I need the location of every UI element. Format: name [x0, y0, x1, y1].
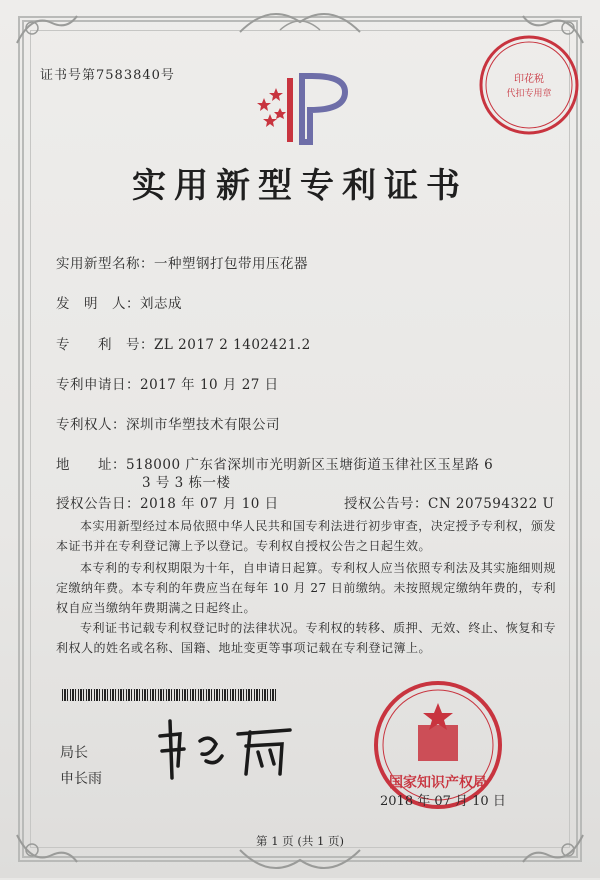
field-value: 2018 年 07 月 10 日: [140, 496, 279, 512]
field-label: 授权公告日：: [56, 496, 140, 512]
field-value: 深圳市华塑技术有限公司: [126, 417, 280, 433]
field-address: [56, 453, 493, 473]
field-label: 专利权人：: [56, 417, 126, 433]
field-label: 专 利 号：: [56, 337, 154, 353]
svg-text:印花税: 印花税: [514, 74, 544, 85]
director-title: 局长: [60, 745, 88, 761]
paragraph-grant: 本实用新型经过本局依照中华人民共和国专利法进行初步审查，决定授予专利权，颁发本证书并在专利登记簿上予以登记。专利权自授权公告之日起生效。: [56, 519, 556, 553]
field-value: 2017 年 10 月 27 日: [140, 377, 279, 393]
field-announce-date: [56, 492, 279, 512]
corner-ornament-icon: [12, 8, 82, 48]
field-label: 专利申请日：: [56, 377, 140, 393]
field-value: ZL 2017 2 1402421.2: [154, 337, 311, 353]
field-label: 地 址：: [56, 457, 126, 473]
field-value: 一种塑钢打包带用压花器: [154, 256, 308, 272]
field-value: 518000 广东省深圳市光明新区玉塘街道玉律社区玉星路 6: [126, 457, 494, 473]
field-inventor: [56, 292, 182, 312]
field-patent-holder: [56, 413, 280, 433]
field-label: 发 明 人：: [56, 296, 140, 312]
field-application-date: [56, 373, 279, 393]
field-label: 实用新型名称：: [56, 256, 154, 272]
field-utility-model-name: [56, 252, 308, 272]
page-footer: 第 1 页 (共 1 页): [256, 834, 344, 848]
top-ornament-icon: [230, 2, 370, 42]
field-announce-number: [344, 492, 554, 512]
paragraph-term: 本专利的专利权期限为十年，自申请日起算。专利权人应当依照专利法及其实施细则规定缴纳年费。本专利的年费应当在每年 10 月 27 日前缴纳。未按照规定缴纳年费的，专利权自应当缴纳年费期满之日起终止。: [56, 561, 556, 615]
director-signature-block: [60, 740, 102, 792]
cnipa-logo-icon: [250, 70, 360, 150]
field-patent-number: [56, 333, 311, 353]
svg-text:国家知识产权局: 国家知识产权局: [389, 775, 487, 791]
director-name: 申长雨: [60, 771, 102, 787]
tax-stamp-seal-icon: [474, 30, 584, 140]
paragraph-legal-status: 专利证书记载专利权登记时的法律状况。专利权的转移、质押、无效、终止、恢复和专利权人的姓名或名称、国籍、地址变更等事项记载在专利登记簿上。: [56, 621, 556, 655]
field-value: 刘志成: [140, 296, 182, 312]
field-address-line2: 3 号 3 栋一楼: [142, 475, 231, 491]
field-value: CN 207594322 U: [428, 496, 555, 512]
certificate-title: 实用新型专利证书: [132, 166, 468, 206]
handwritten-signature-icon: [150, 716, 300, 786]
field-label: 授权公告号：: [344, 496, 428, 512]
seal-date: 2018 年 07 月 10 日: [380, 794, 506, 809]
certificate-number: 证书号第7583840号: [40, 68, 175, 83]
barcode: [62, 689, 277, 701]
svg-text:代扣专用章: 代扣专用章: [506, 89, 552, 99]
